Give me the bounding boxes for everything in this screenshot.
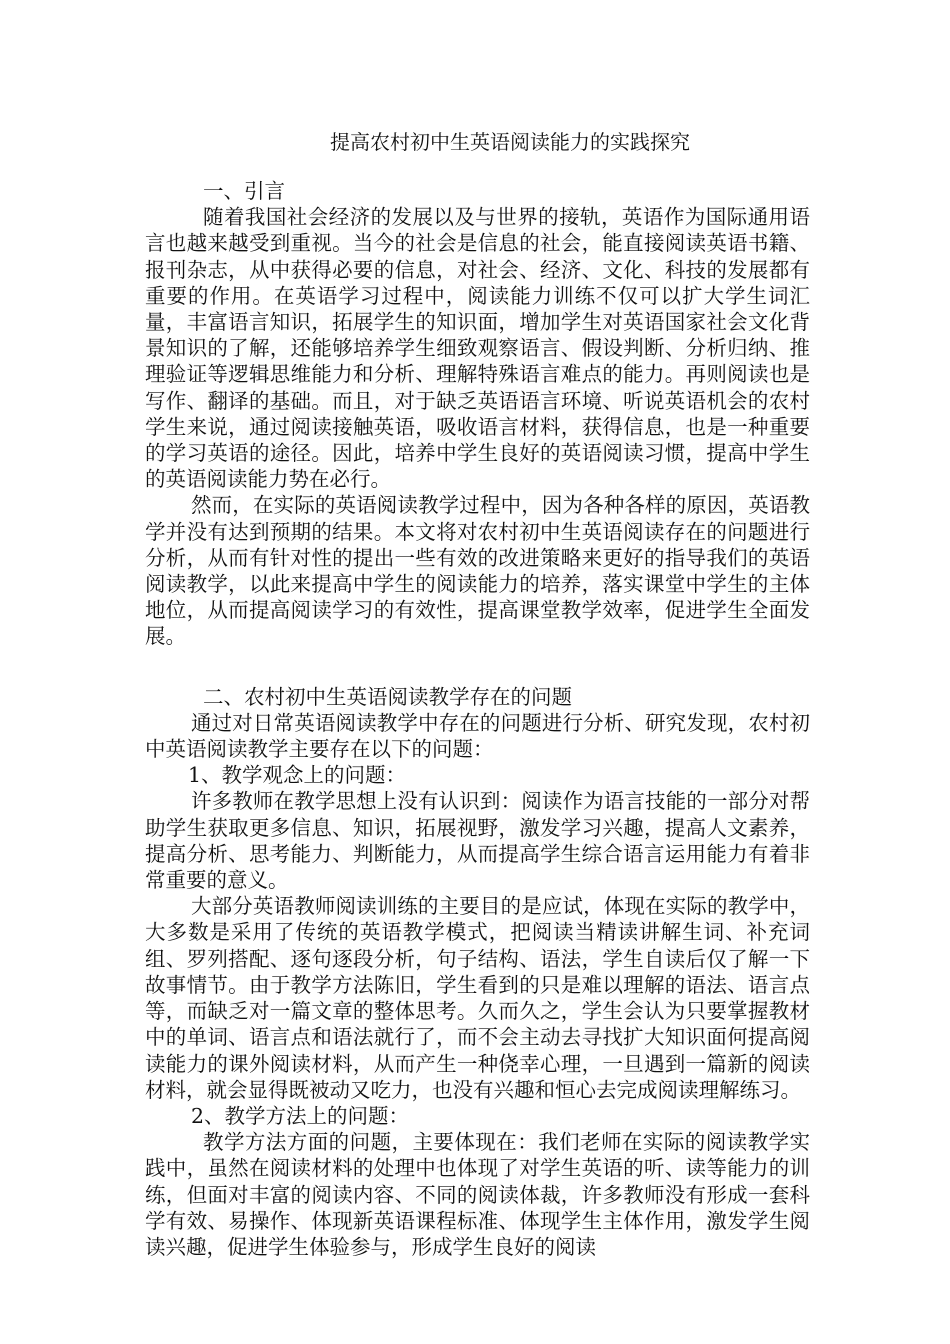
document-body (145, 178, 810, 1260)
subsection-heading-teaching-concepts: 1、教学观念上的问题： (188, 763, 407, 788)
paragraph: 随着我国社会经济的发展以及与世界的接轨，英语作为国际通用语言也越来越受到重视。当今的社会是信息的社会，能直接阅读英语书籍、报刊杂志，从中获得必要的信息，对社会、经济、文化、科技的发展都有重要的作用。在英语学习过程中，阅读能力训练不仅可以扩大学生词汇量，丰富语言知识，拓展学生的知识面，增加学生对英语国家社会文化背景知识的了解，还能够培养学生细致观察语言、假设判断、分析归纳、推理验证等逻辑思维能力和分析、理解特殊语言难点的能力。再则阅读也是写作、翻译的基础。而且，对于缺乏英语语言环境、听说英语机会的农村学生来说，通过阅读接触英语，吸收语言材料，获得信息，也是一种重要的学习英语的途径。因此，培养中学生良好的英语阅读习惯，提高中学生的英语阅读能力势在必行。 (145, 205, 810, 492)
paragraph: 许多教师在教学思想上没有认识到：阅读作为语言技能的一部分对帮助学生获取更多信息、知识，拓展视野，激发学习兴趣，提高人文素养，提高分析、思考能力、判断能力，从而提高学生综合语言运用能力有着非常重要的意义。 (145, 789, 810, 893)
section-heading-problems: 二、农村初中生英语阅读教学存在的问题 (203, 684, 572, 709)
subsection-heading-teaching-methods: 2、教学方法上的问题： (191, 1103, 410, 1128)
paragraph: 教学方法方面的问题，主要体现在：我们老师在实际的阅读教学实践中，虽然在阅读材料的处理中也体现了对学生英语的听、读等能力的训练，但面对丰富的阅读内容、不同的阅读体裁，许多教师没有形成一套科学有效、易操作、体现新英语课程标准、体现学生主体作用，激发学生阅读兴趣，促进学生体验参与，形成学生良好的阅读 (145, 1130, 810, 1259)
document-title: 提高农村初中生英语阅读能力的实践探究 (330, 130, 690, 154)
paragraph: 然而，在实际的英语阅读教学过程中，因为各种各样的原因，英语教学并没有达到预期的结果。本文将对农村初中生英语阅读存在的问题进行分析，从而有针对性的提出一些有效的改进策略来更好的指导我们的英语阅读教学，以此来提高中学生的阅读能力的培养，落实课堂中学生的主体地位，从而提高阅读学习的有效性，提高课堂教学效率，促进学生全面发展。 (145, 493, 810, 649)
paragraph: 通过对日常英语阅读教学中存在的问题进行分析、研究发现，农村初中英语阅读教学主要存在以下的问题： (145, 710, 810, 762)
spacer (145, 676, 810, 684)
section-heading-introduction: 一、引言 (203, 179, 285, 203)
spacer (145, 650, 810, 676)
paragraph: 大部分英语教师阅读训练的主要目的是应试，体现在实际的教学中，大多数是采用了传统的英语教学模式，把阅读当精读讲解生词、补充词组、罗列搭配、逐句逐段分析，句子结构、语法，学生自读后仅了解一下故事情节。由于教学方法陈旧，学生看到的只是难以理解的语法、语言点等，而缺乏对一篇文章的整体思考。久而久之，学生会认为只要掌握教材中的单词、语言点和语法就行了，而不会主动去寻找扩大知识面何提高阅读能力的课外阅读材料，从而产生一种侥幸心理，一旦遇到一篇新的阅读材料，就会显得既被动又吃力，也没有兴趣和恒心去完成阅读理解练习。 (145, 894, 810, 1102)
